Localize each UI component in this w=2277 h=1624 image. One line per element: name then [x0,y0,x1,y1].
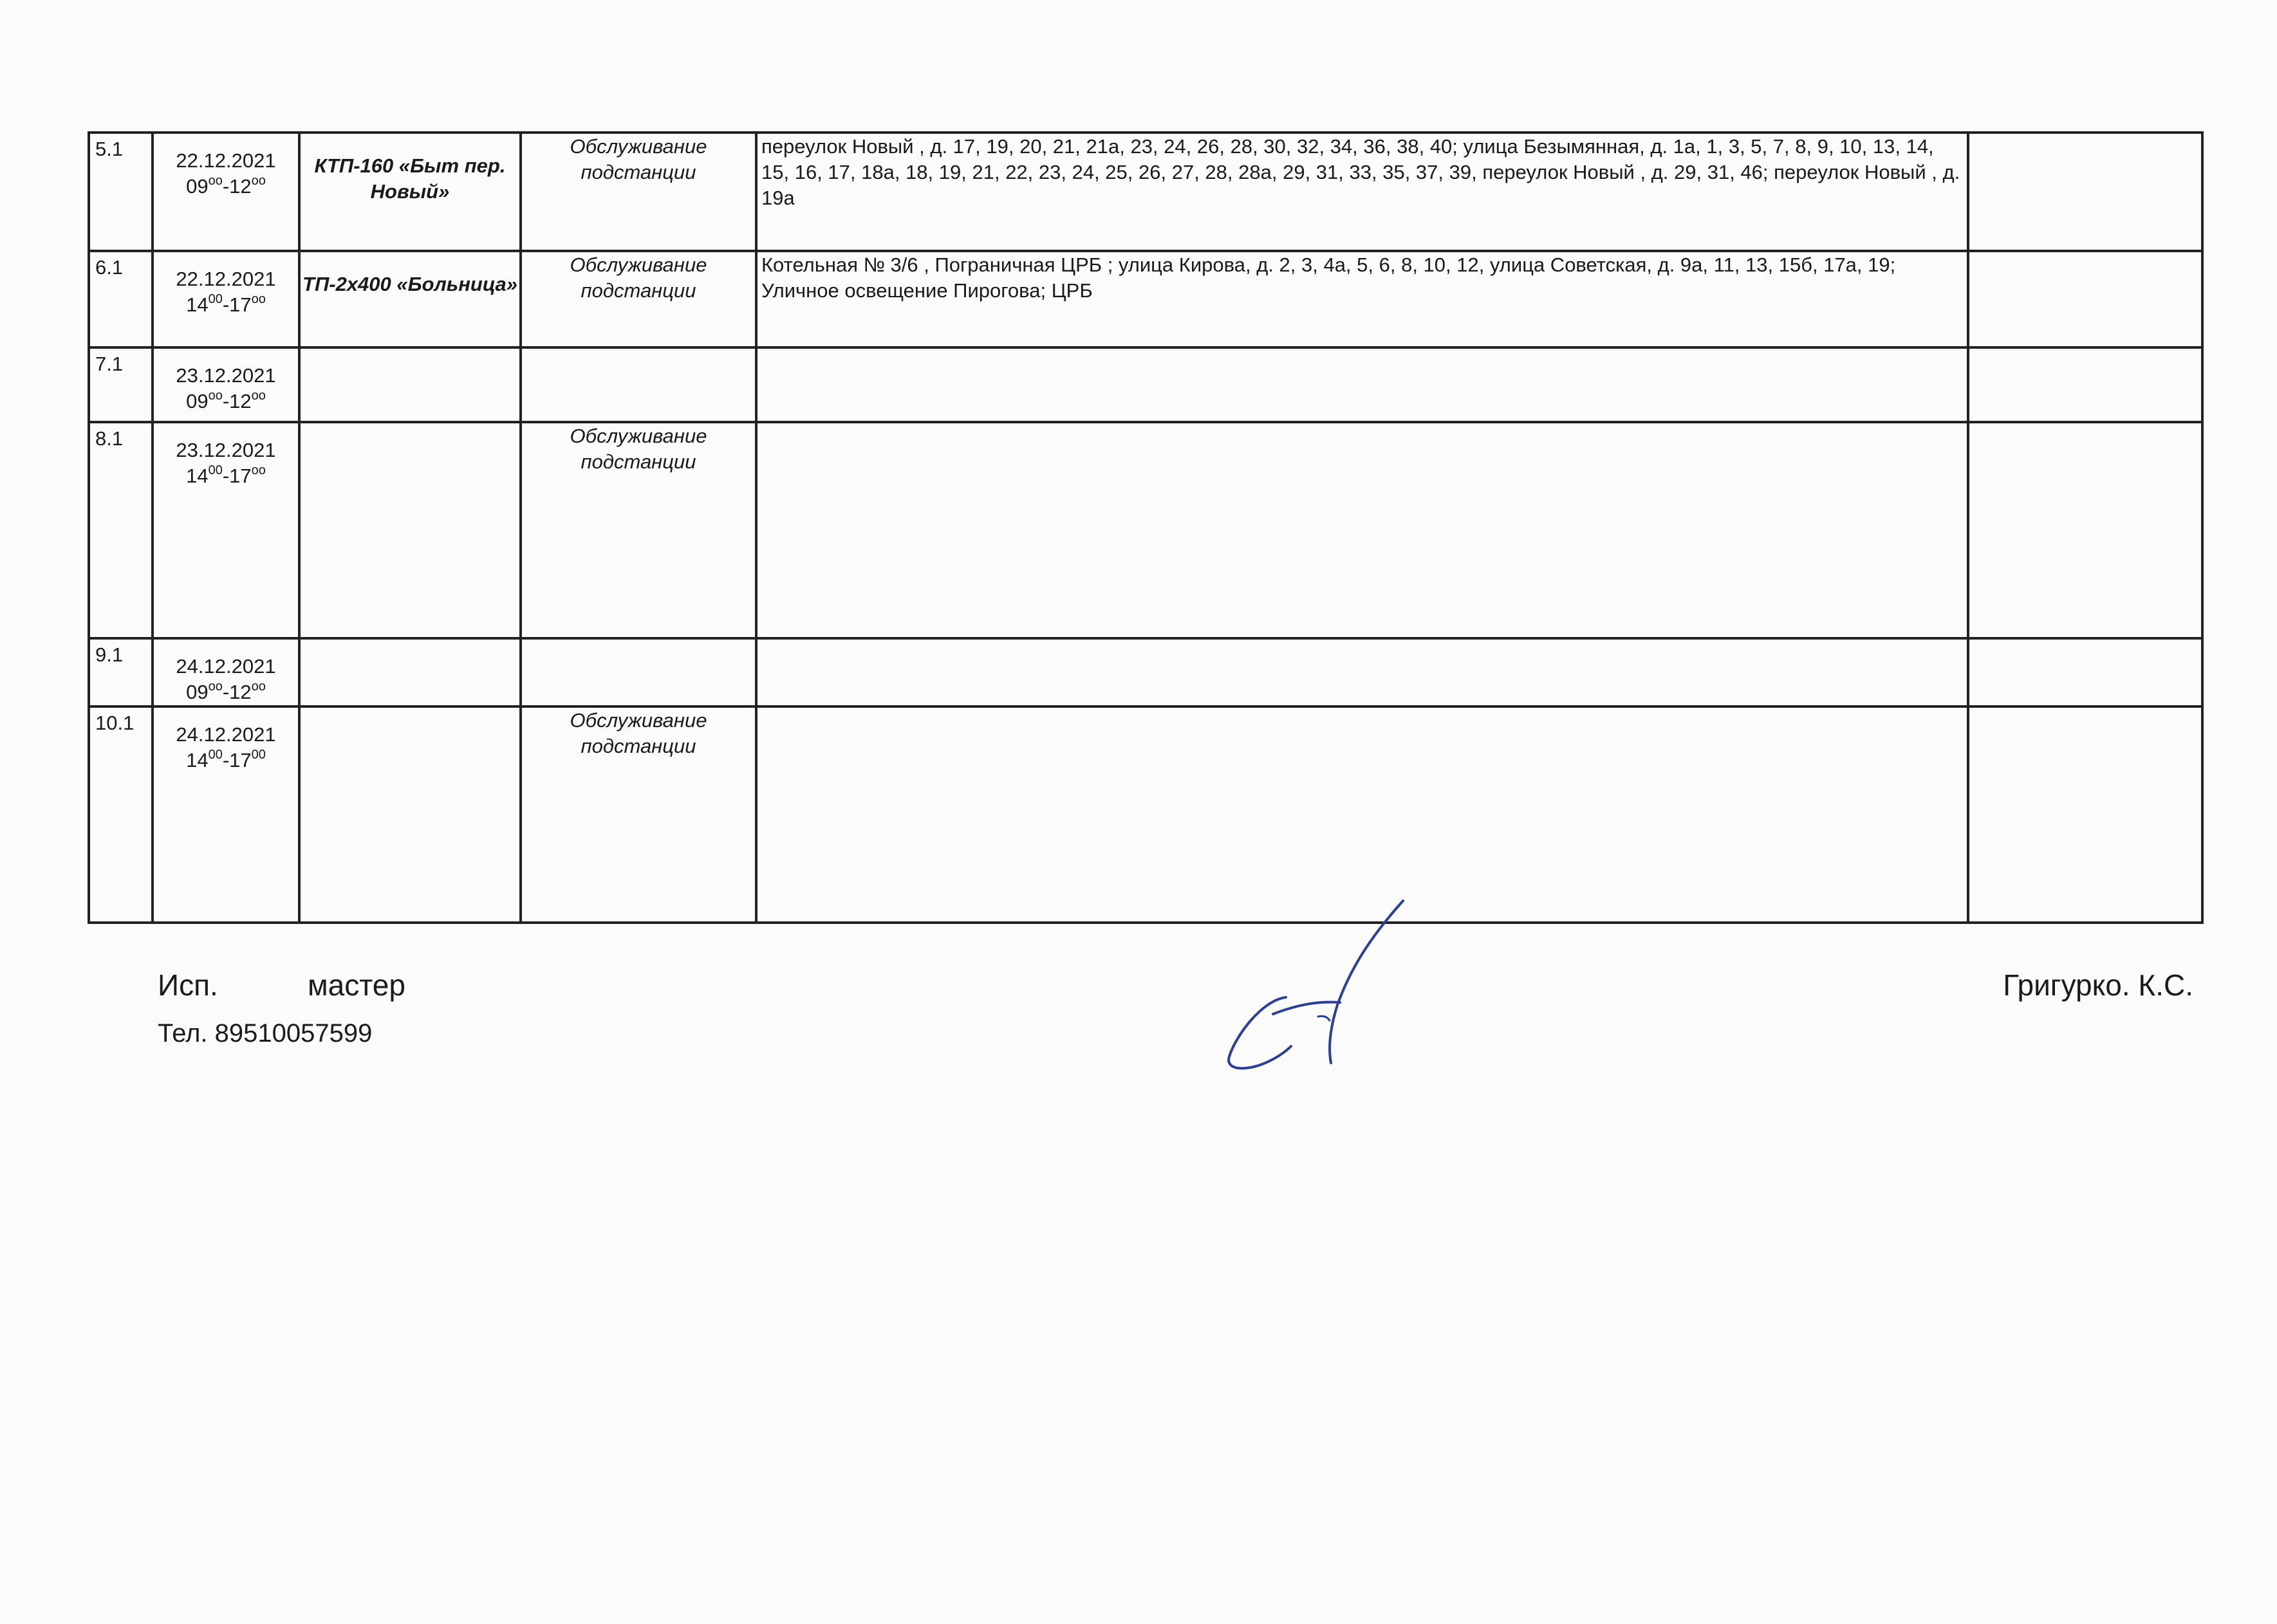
row-date: 22.12.2021 [176,268,276,290]
row-time: $09^{оо}-12^{оо}$ [186,173,266,198]
row-time: $14^{00}-17^{оо}$ [186,291,266,316]
note-cell [1968,422,2202,638]
date-time-cell [153,422,299,638]
work-type: Обслуживание подстанции [521,422,756,638]
work-type [521,347,756,422]
table-row [89,347,2202,422]
note-cell [1968,347,2202,422]
substation-name: КТП-160 «Быт пер. Новый» [299,133,521,251]
affected-addresses [756,422,1968,638]
date-time-cell [153,706,299,923]
work-type [521,638,756,706]
affected-addresses: переулок Новый , д. 17, 19, 20, 21, 21а, 23, 24, 26, 28, 30, 32, 34, 36, 38, 40; улица Безымянная, д. 1а, 1, 3, 5, 7, 8, 9, 10, 13, 14, 15, 16, 17, 18а, 18, 19, 21, 22, 23, 24, 25, 26, 27, 28, 28а, 29, 31, 33, 35, 37, 39, переулок Новый , д. 29, 31, 46; переулок Новый , д. 19а [756,133,1968,251]
row-time: $09^{оо}-12^{оо}$ [186,388,266,412]
signer-name: Григурко. К.С. [2003,968,2193,1002]
work-type: Обслуживание подстанции [521,251,756,347]
substation-name [299,706,521,923]
date-time-cell [153,638,299,706]
executor-position: мастер [308,968,405,1002]
note-cell [1968,706,2202,923]
date-time-cell [153,251,299,347]
row-number: 8.1 [89,422,153,638]
row-time: $14^{00}-17^{оо}$ [186,463,266,487]
row-date: 23.12.2021 [176,364,276,387]
row-number: 7.1 [89,347,153,422]
executor-label: Исп. [158,968,218,1002]
row-time: $09^{оо}-12^{оо}$ [186,679,266,703]
row-date: 24.12.2021 [176,655,276,678]
note-cell [1968,133,2202,251]
table-row [89,422,2202,638]
row-date: 24.12.2021 [176,723,276,746]
affected-addresses: Котельная № 3/6 , Пограничная ЦРБ ; улица Кирова, д. 2, 3, 4а, 5, 6, 8, 10, 12, улица Советская, д. 9а, 11, 13, 15б, 17а, 19; Уличное освещение Пирогова; ЦРБ [756,251,1968,347]
note-cell [1968,638,2202,706]
table-row [89,706,2202,923]
row-number: 10.1 [89,706,153,923]
work-type: Обслуживание подстанции [521,706,756,923]
row-date: 22.12.2021 [176,149,276,172]
note-cell [1968,251,2202,347]
table-row [89,251,2202,347]
row-number: 9.1 [89,638,153,706]
substation-name [299,638,521,706]
table-row [89,133,2202,251]
work-type: Обслуживание подстанции [521,133,756,251]
affected-addresses [756,638,1968,706]
substation-name [299,347,521,422]
date-time-cell [153,347,299,422]
substation-name [299,422,521,638]
executor-phone: Тел. 89510057599 [158,1019,373,1047]
row-date: 23.12.2021 [176,439,276,461]
row-number: 6.1 [89,251,153,347]
row-number: 5.1 [89,133,153,251]
row-time: $14^{00}-17^{00}$ [186,747,266,771]
date-time-cell [153,133,299,251]
substation-name: ТП-2х400 «Больница» [299,251,521,347]
affected-addresses [756,347,1968,422]
handwritten-signature [1210,888,1416,1075]
outage-schedule-table [88,131,2204,924]
table-row [89,638,2202,706]
